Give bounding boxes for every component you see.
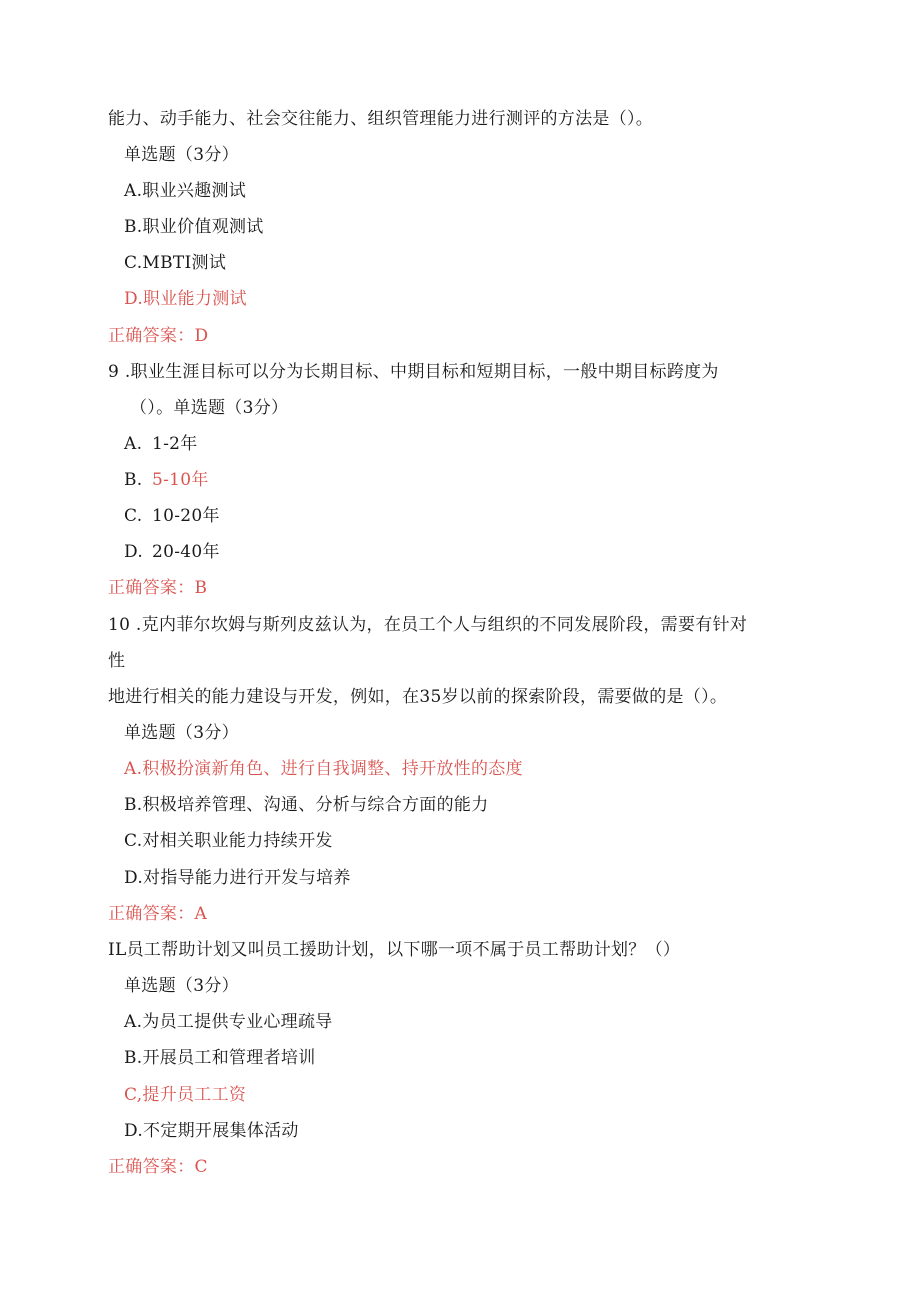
q8-option-a: A.职业兴趣测试 [124, 181, 247, 201]
q8-option-b: B.职业价值观测试 [124, 217, 264, 237]
q9-option-b-key: B. [124, 470, 143, 490]
q9-stem-line1: 9 .职业生涯目标可以分为长期目标、中期目标和短期目标，一般中期目标跨度为 [108, 362, 719, 382]
q9-option-d-key: D. [124, 542, 144, 562]
q8-option-c: C.MBTI测试 [124, 253, 227, 273]
q10-stem-line1: 10 .克内菲尔坎姆与斯列皮兹认为，在员工个人与组织的不同发展阶段，需要有针对 [108, 615, 748, 635]
q11-answer: 正确答案：C [108, 1157, 208, 1177]
q9-option-c [124, 505, 220, 527]
q9-option-c-text: 10-20年 [152, 506, 220, 526]
q9-option-d-text: 20-40年 [152, 542, 220, 562]
q8-option-d: D.职业能力测试 [124, 289, 247, 309]
q10-option-b: B.积极培养管理、沟通、分析与综合方面的能力 [124, 795, 489, 815]
q9-option-d [124, 541, 220, 563]
q8-answer: 正确答案：D [108, 326, 209, 346]
q9-stem-line2: （）。单选题（3分） [130, 398, 289, 418]
q11-option-c: C,提升员工工资 [124, 1085, 247, 1105]
q9-option-c-key: C. [124, 506, 143, 526]
q10-stem-line3: 地进行相关的能力建设与开发，例如，在35岁以前的探索阶段，需要做的是（）。 [108, 687, 728, 707]
q9-option-b-text: 5-10年 [152, 470, 209, 490]
q10-option-d: D.对指导能力进行开发与培养 [124, 868, 351, 888]
q11-type: 单选题（3分） [124, 976, 239, 996]
q10-stem-line2: 性 [108, 651, 126, 671]
q9-option-a-key: A. [124, 434, 143, 454]
q11-option-b: B.开展员工和管理者培训 [124, 1048, 316, 1068]
q9-option-b [124, 469, 209, 491]
q10-answer: 正确答案：A [108, 904, 208, 924]
q8-type: 单选题（3分） [124, 145, 239, 165]
q10-option-a: A.积极扮演新角色、进行自我调整、持开放性的态度 [124, 759, 523, 779]
q10-type: 单选题（3分） [124, 723, 239, 743]
q8-stem: 能力、动手能力、社会交往能力、组织管理能力进行测评的方法是（）。 [108, 109, 654, 129]
q10-option-c: C.对相关职业能力持续开发 [124, 831, 333, 851]
q11-option-d: D.不定期开展集体活动 [124, 1121, 299, 1141]
q9-option-a-text: 1-2年 [152, 434, 198, 454]
q11-option-a: A.为员工提供专业心理疏导 [124, 1012, 333, 1032]
q9-option-a [124, 433, 198, 455]
q9-answer: 正确答案：B [108, 578, 208, 598]
q11-stem: IL员工帮助计划又叫员工援助计划，以下哪一项不属于员工帮助计划？（） [108, 940, 681, 960]
